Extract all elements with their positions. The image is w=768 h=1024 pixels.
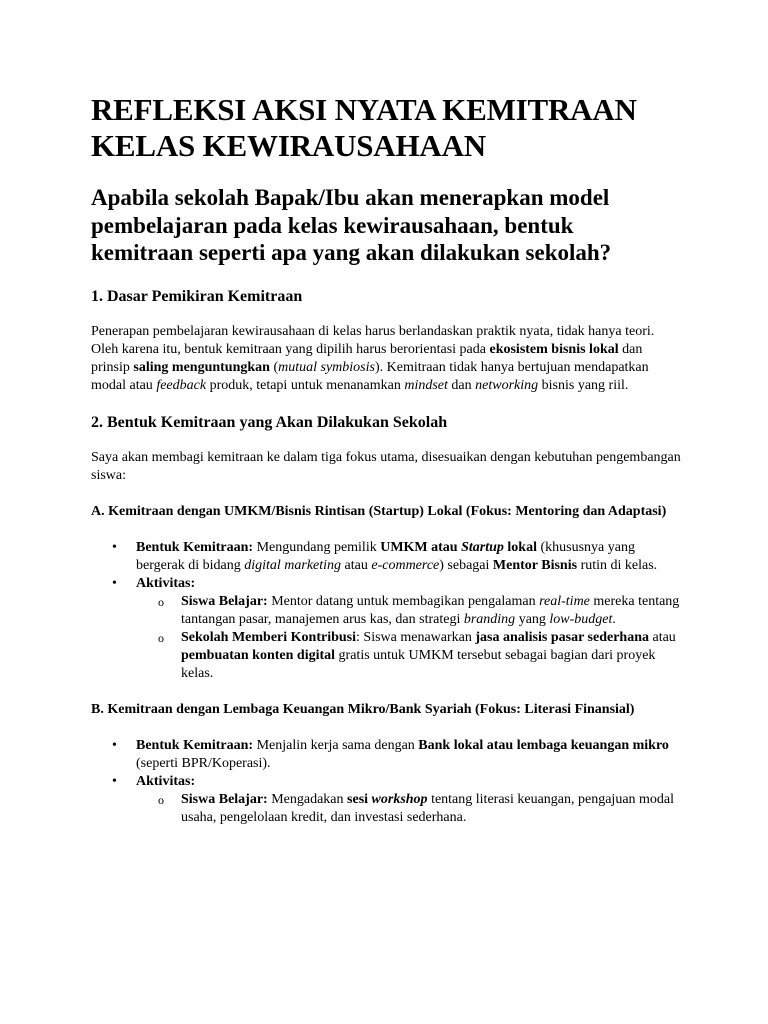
bold-italic-text: workshop bbox=[371, 791, 428, 807]
question-heading: Apabila sekolah Bapak/Ibu akan menerapkan model pembelajaran pada kelas kewirausahaan, bentuk kemitraan seperti apa yang akan dilakukan sekolah? bbox=[91, 185, 612, 265]
subsection-title: A. Kemitraan dengan UMKM/Bisnis Rintisan (Startup) Lokal (Fokus: Mentoring dan Adaptasi) bbox=[91, 503, 667, 519]
italic-text: mindset bbox=[404, 377, 448, 393]
sub-list-item bbox=[136, 791, 681, 827]
bold-text: saling menguntungkan bbox=[133, 359, 270, 375]
bold-text: Bentuk Kemitraan: bbox=[136, 737, 254, 753]
bullet-icon: • bbox=[112, 575, 117, 591]
italic-text: real-time bbox=[539, 593, 590, 609]
bullet-list bbox=[91, 737, 681, 827]
list-item-text: Bentuk Kemitraan: Mengundang pemilik UMKM atau Startup lokal (khususnya yang bergerak di bidang digital marketing atau e-commerce) sebagai Mentor Bisnis rutin di kelas. bbox=[136, 539, 658, 573]
circle-bullet-icon: o bbox=[158, 630, 164, 645]
list-item-text bbox=[136, 576, 195, 591]
list-item bbox=[91, 539, 681, 575]
bold-text: ekosistem bisnis lokal bbox=[489, 341, 619, 357]
sub-list-item-text: Siswa Belajar: Mengadakan sesi workshop tentang literasi keuangan, pengajuan modal usaha, pengelolaan kredit, dan investasi sederhana. bbox=[181, 791, 675, 825]
sub-list-item-text: Sekolah Memberi Kontribusi: Siswa menawarkan jasa analisis pasar sederhana atau pembuatan konten digital gratis untuk UMKM tersebut sebagai bagian dari proyek kelas. bbox=[181, 629, 676, 681]
list-item bbox=[91, 575, 681, 683]
bold-text: Bentuk Kemitraan: bbox=[136, 539, 254, 555]
bold-text: Aktivitas: bbox=[136, 773, 196, 789]
bold-text: jasa analisis pasar sederhana bbox=[475, 629, 649, 645]
bold-text: Siswa Belajar: bbox=[181, 593, 268, 609]
bold-text: sesi bbox=[347, 791, 372, 807]
subsections-container bbox=[91, 503, 681, 827]
bullet-icon: • bbox=[112, 737, 117, 753]
bold-text: lokal bbox=[503, 539, 537, 555]
list-item-text bbox=[136, 774, 195, 789]
italic-text: e-commerce bbox=[371, 557, 440, 573]
list-item bbox=[91, 737, 681, 773]
sub-list-item-text: Siswa Belajar: Mentor datang untuk membagikan pengalaman real-time mereka tentang tantangan pasar, manajemen arus kas, dan strategi branding yang low-budget. bbox=[181, 593, 680, 627]
italic-text: low-budget bbox=[549, 611, 613, 627]
italic-text: networking bbox=[475, 377, 539, 393]
italic-text: digital marketing bbox=[244, 557, 342, 573]
italic-text: branding bbox=[463, 611, 516, 627]
bold-text: Sekolah Memberi Kontribusi bbox=[181, 629, 357, 645]
section-paragraph-2: Saya akan membagi kemitraan ke dalam tiga fokus utama, disesuaikan dengan kebutuhan pengembangan siswa: bbox=[91, 449, 681, 483]
italic-text: mutual symbiosis bbox=[278, 359, 375, 375]
circle-bullet-icon: o bbox=[158, 594, 164, 609]
section-heading-1: 1. Dasar Pemikiran Kemitraan bbox=[91, 287, 303, 305]
subsection-title: B. Kemitraan dengan Lembaga Keuangan Mikro/Bank Syariah (Fokus: Literasi Finansial) bbox=[91, 701, 635, 717]
bold-text: UMKM atau bbox=[380, 539, 462, 555]
bullet-icon: • bbox=[112, 773, 117, 789]
document-page bbox=[91, 92, 681, 845]
sub-list-item bbox=[136, 593, 681, 629]
bullet-icon: • bbox=[112, 539, 117, 555]
document-title: REFLEKSI AKSI NYATA KEMITRAAN KELAS KEWIRAUSAHAAN bbox=[91, 92, 637, 163]
bold-text: Aktivitas: bbox=[136, 575, 196, 591]
list-item bbox=[91, 773, 681, 827]
circle-bullet-icon: o bbox=[158, 792, 164, 807]
italic-text: feedback bbox=[156, 377, 207, 393]
bold-text: Mentor Bisnis bbox=[492, 557, 578, 573]
bold-text: Bank lokal atau lembaga keuangan mikro bbox=[418, 737, 669, 753]
sub-bullet-list bbox=[136, 791, 681, 827]
bold-text: Siswa Belajar: bbox=[181, 791, 268, 807]
bold-text: pembuatan konten digital bbox=[181, 647, 336, 663]
section-paragraph-1: Penerapan pembelajaran kewirausahaan di kelas harus berlandaskan praktik nyata, tidak hanya teori. Oleh karena itu, bentuk kemitraan yang dipilih harus berorientasi pada ekosistem bisnis lokal dan prinsip saling menguntungkan (mutual symbiosis). Kemitraan tidak hanya bertujuan mendapatkan modal atau feedback produk, tetapi untuk menanamkan mindset dan networking bisnis yang riil. bbox=[91, 323, 655, 393]
bold-italic-text: Startup bbox=[461, 539, 504, 555]
sub-bullet-list bbox=[136, 593, 681, 683]
list-item-text: Bentuk Kemitraan: Menjalin kerja sama dengan Bank lokal atau lembaga keuangan mikro (seperti BPR/Koperasi). bbox=[136, 737, 669, 771]
sub-list-item bbox=[136, 629, 681, 683]
bullet-list bbox=[91, 539, 681, 683]
section-heading-2: 2. Bentuk Kemitraan yang Akan Dilakukan Sekolah bbox=[91, 413, 448, 431]
